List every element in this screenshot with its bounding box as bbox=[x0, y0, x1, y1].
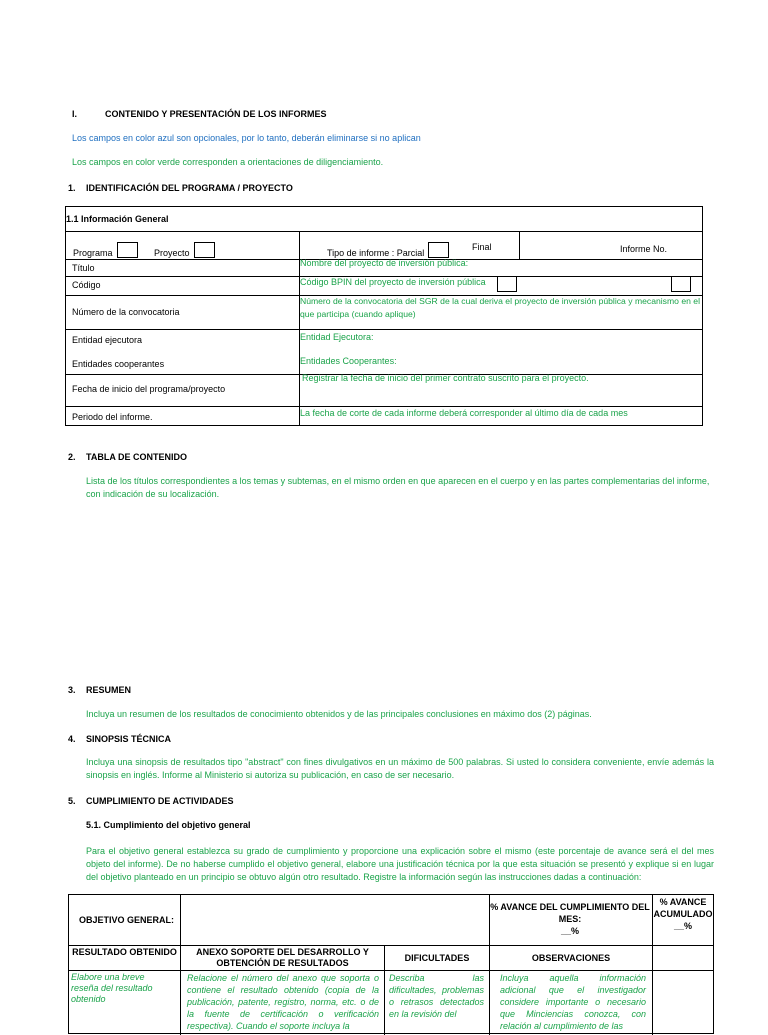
objetivo-general-label: OBJETIVO GENERAL: bbox=[79, 915, 175, 925]
proyecto-label: Proyecto bbox=[154, 242, 215, 258]
sec5-text: Para el objetivo general establezca su grado de cumplimiento y proporcione una explicación sobre el mismo (este porcentaje de avance será el del mes objeto del informe). De no haberse cumplido el objetivo general, elabore una justificación técnica por la que esta situación se presentó y explique si en lugar del objetivo planteado en un principio se obtuvo algún otro resultado. Registre la información según las instrucciones dadas a continuación: bbox=[86, 846, 714, 882]
dificultades-text[interactable]: Describa las dificultades, problemas o retrasos detectados en la revisión del bbox=[389, 973, 484, 1019]
convocatoria-label: Número de la convocatoria bbox=[72, 307, 180, 317]
convocatoria-value[interactable]: Número de la convocatoria del SGR de la cual deriva el proyecto de inversión pública y mecanismo en el que participa (cuando aplique) bbox=[300, 296, 700, 319]
entidad-ejecutora-value[interactable]: Entidad Ejecutora: bbox=[300, 332, 374, 342]
sec5-number: 5. bbox=[68, 796, 76, 806]
titulo-label: Título bbox=[72, 263, 95, 273]
col-observaciones-header: OBSERVACIONES bbox=[531, 953, 611, 963]
avance-mes-header: % AVANCE DEL CUMPLIMIENTO DEL MES: __% bbox=[490, 902, 650, 936]
sec5-title: CUMPLIMIENTO DE ACTIVIDADES bbox=[86, 796, 234, 806]
avance-acumulado-value[interactable]: __% bbox=[673, 921, 692, 931]
sec2-text: Lista de los títulos correspondientes a los temas y subtemas, en el mismo orden en que aparecen en el cuerpo y en las partes complementarias del informe, con indicación de su localización. bbox=[86, 476, 710, 499]
fecha-inicio-label: Fecha de inicio del programa/proyecto bbox=[72, 384, 226, 394]
avance-acumulado-header: % AVANCE ACUMULADO __% bbox=[653, 897, 713, 931]
tipo-informe-label: Tipo de informe : Parcial bbox=[327, 242, 449, 258]
col-dificultades-header: DIFICULTADES bbox=[404, 953, 470, 963]
col-anexo-header: ANEXO SOPORTE DEL DESARROLLO Y OBTENCIÓN DE RESULTADOS bbox=[196, 947, 369, 968]
periodo-value[interactable]: La fecha de corte de cada informe deberá corresponder al último día de cada mes bbox=[300, 408, 628, 418]
parcial-checkbox[interactable] bbox=[428, 242, 449, 258]
section-i-title: CONTENIDO Y PRESENTACIÓN DE LOS INFORMES bbox=[105, 109, 327, 119]
avance-mes-value[interactable]: __% bbox=[560, 926, 579, 936]
entidad-ejecutora-label: Entidad ejecutora bbox=[72, 335, 143, 345]
entidades-cooperantes-value[interactable]: Entidades Cooperantes: bbox=[300, 356, 397, 366]
note-optional-blue: Los campos en color azul son opcionales, por lo tanto, deberán eliminarse si no aplican bbox=[72, 133, 421, 143]
programa-label: Programa bbox=[73, 242, 138, 258]
info-table bbox=[65, 206, 703, 426]
titulo-value[interactable]: Nombre del proyecto de inversión pública: bbox=[300, 258, 469, 268]
final-label: Final bbox=[472, 242, 492, 252]
info-header: 1.1 Información General bbox=[66, 214, 169, 224]
sec2-title: TABLA DE CONTENIDO bbox=[86, 452, 187, 462]
anexo-text[interactable]: Relacione el número del anexo que soporta o contiene el resultado obtenido (copia de la publicación, patente, registro, norma, etc. o de la fuente de certificación o verificación respectiva). Cuando el soporte incluya la bbox=[187, 973, 379, 1031]
sec4-text: Incluya una sinopsis de resultados tipo "abstract" con fines divulgativos en un máximo de 500 palabras. Si usted lo considera conveniente, envíe además la sinopsis en inglés. Informe al Ministerio si autoriza su publicación, en caso de ser necesario. bbox=[86, 757, 714, 780]
informe-no-label: Informe No. bbox=[620, 244, 668, 254]
codigo-label: Código bbox=[72, 280, 101, 290]
codigo-value[interactable]: Código BPIN del proyecto de inversión pública bbox=[300, 277, 486, 287]
periodo-label: Periodo del informe. bbox=[72, 412, 153, 422]
entidades-cooperantes-label: Entidades cooperantes bbox=[72, 359, 165, 369]
section-i-number: I. bbox=[72, 109, 78, 119]
resultado-text[interactable]: Elabore una breve reseña del resultado obtenido bbox=[71, 972, 153, 1004]
codigo-box-1[interactable] bbox=[497, 276, 517, 292]
sec3-text: Incluya un resumen de los resultados de conocimiento obtenidos y de las principales conclusiones en máximo dos (2) páginas. bbox=[86, 709, 592, 719]
sec3-number: 3. bbox=[68, 685, 76, 695]
programa-checkbox[interactable] bbox=[117, 242, 138, 258]
proyecto-checkbox[interactable] bbox=[194, 242, 215, 258]
sec4-title: SINOPSIS TÉCNICA bbox=[86, 734, 172, 744]
note-guidance-green: Los campos en color verde corresponden a orientaciones de diligenciamiento. bbox=[72, 157, 384, 167]
codigo-box-2[interactable] bbox=[671, 276, 691, 292]
observaciones-text[interactable]: Incluya aquella información adicional que el investigador considere importante o necesario que Minciencias conozca, con relación al cumplimiento de las bbox=[500, 973, 646, 1031]
sec1-title: IDENTIFICACIÓN DEL PROGRAMA / PROYECTO bbox=[86, 183, 293, 193]
sec1-number: 1. bbox=[68, 183, 76, 193]
sec5-subtitle: 5.1. Cumplimiento del objetivo general bbox=[86, 820, 251, 830]
fecha-inicio-value[interactable]: Registrar la fecha de inicio del primer contrato suscrito para el proyecto. bbox=[302, 373, 589, 383]
sec4-number: 4. bbox=[68, 734, 76, 744]
objective-table bbox=[68, 894, 714, 1034]
col-resultado-header: RESULTADO OBTENIDO bbox=[72, 947, 177, 957]
sec3-title: RESUMEN bbox=[86, 685, 132, 695]
sec2-number: 2. bbox=[68, 452, 76, 462]
